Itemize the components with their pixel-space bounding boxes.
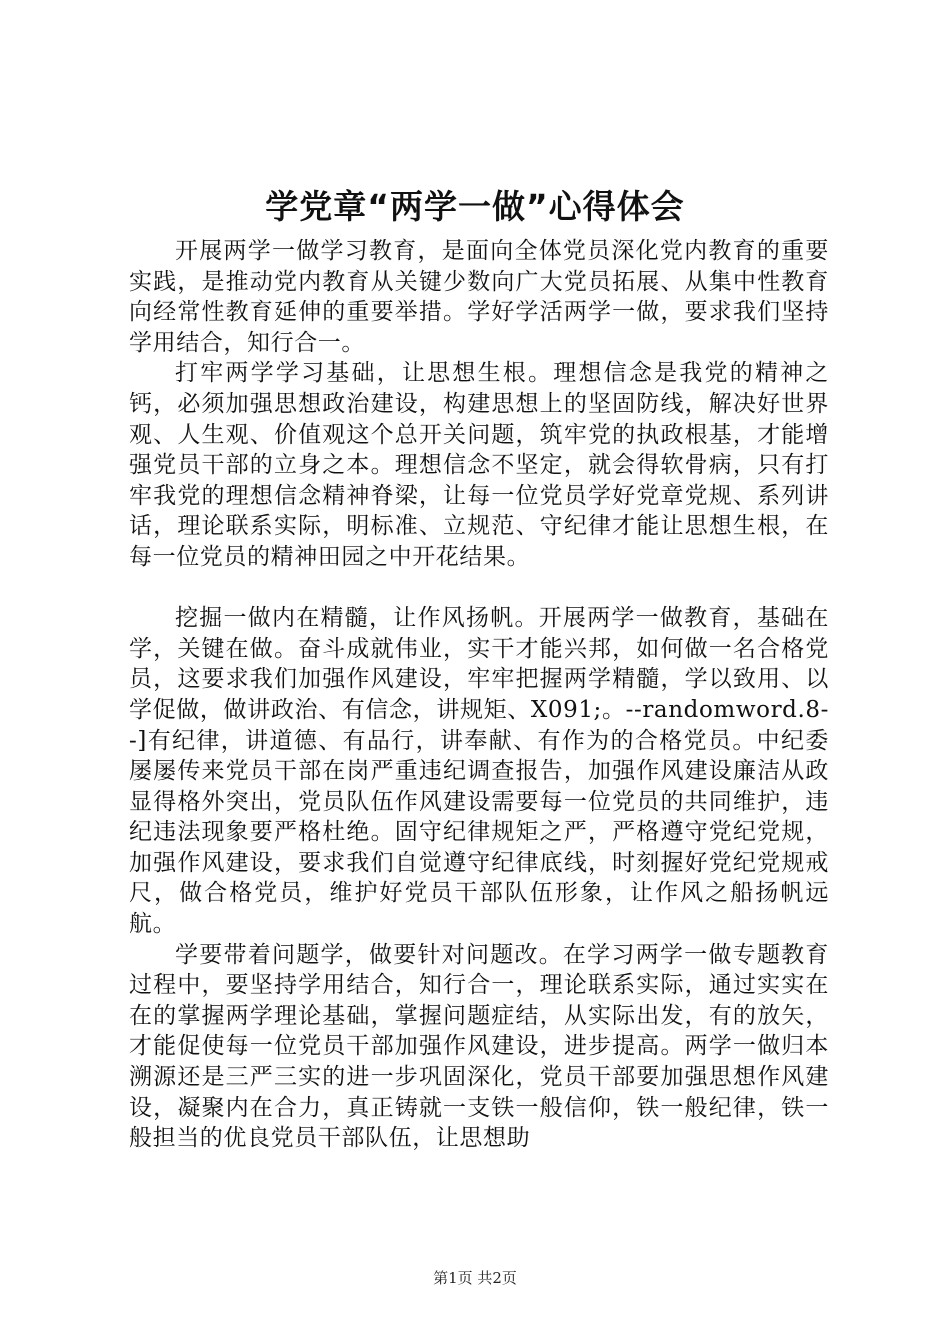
page-footer: 第1页 共2页 bbox=[433, 1269, 517, 1287]
paragraph-4: 学要带着问题学，做要针对问题改。在学习两学一做专题教育过程中，要坚持学用结合，知行合一，理论联系实际，通过实实在在的掌握两学理论基础，掌握问题症结，从实际出发，有的放矢，才能促使每一位党员干部加强作风建设，进步提高。两学一做归本溯源还是三严三实的进一步巩固深化，党员干部要加强思想作风建设，凝聚内在合力，真正铸就一支铁一般信仰，铁一般纪律，铁一般担当的优良党员干部队伍，让思想助 bbox=[129, 941, 829, 1152]
paragraph-3: 挖掘一做内在精髓，让作风扬帆。开展两学一做教育，基础在学，关键在做。奋斗成就伟业，实干才能兴邦，如何做一名合格党员，这要求我们加强作风建设，牢牢把握两学精髓，学以致用、以学促做，做讲政治、有信念，讲规矩、X091;。--randomword.8--]有纪律，讲道德、有品行，讲奉献、有作为的合格党员。中纪委屡屡传来党员干部在岗严重违纪调查报告，加强作风建设廉洁从政显得格外突出，党员队伍作风建设需要每一位党员的共同维护，违纪违法现象要严格杜绝。固守纪律规矩之严，严格遵守党纪党规，加强作风建设，要求我们自觉遵守纪律底线，时刻握好党纪党规戒尺，做合格党员，维护好党员干部队伍形象，让作风之船扬帆远航。 bbox=[129, 605, 829, 938]
document-body bbox=[129, 236, 829, 1154]
paragraph-2: 打牢两学学习基础，让思想生根。理想信念是我党的精神之钙，必须加强思想政治建设，构建思想上的坚固防线，解决好世界观、人生观、价值观这个总开关问题，筑牢党的执政根基，才能增强党员干部的立身之本。理想信念不坚定，就会得软骨病，只有打牢我党的理想信念精神脊梁，让每一位党员学好党章党规、系列讲话，理论联系实际，明标准、立规范、守纪律才能让思想生根，在每一位党员的精神田园之中开花结果。 bbox=[129, 360, 829, 570]
paragraph-1: 开展两学一做学习教育，是面向全体党员深化党内教育的重要实践，是推动党内教育从关键少数向广大党员拓展、从集中性教育向经常性教育延伸的重要举措。学好学活两学一做，要求我们坚持学用结合，知行合一。 bbox=[129, 238, 829, 356]
paragraph-spacer bbox=[129, 573, 829, 604]
document-title: 学党章“两学一做”心得体会 bbox=[265, 187, 685, 226]
